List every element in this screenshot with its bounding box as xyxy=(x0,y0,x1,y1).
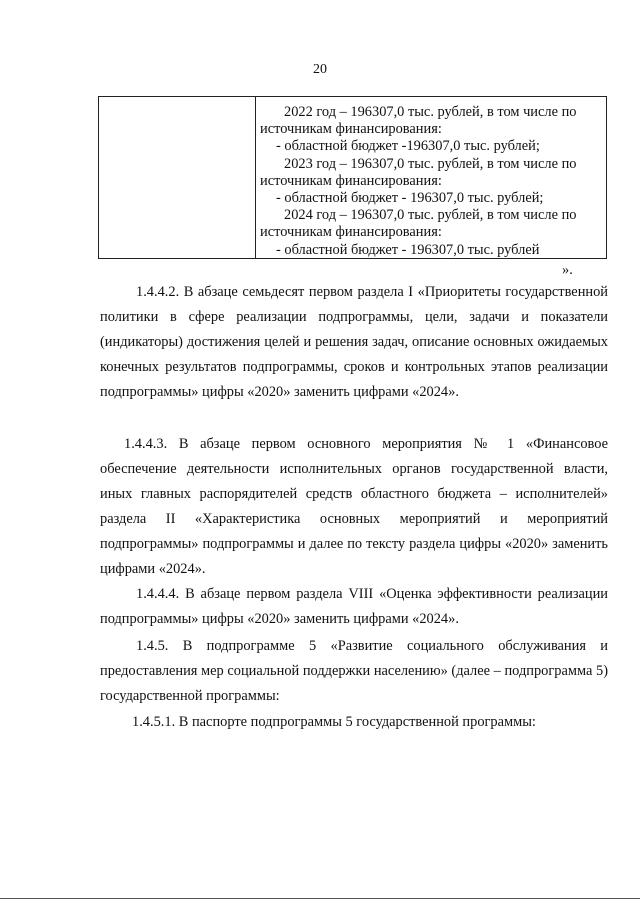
paragraph-1-4-4-3: 1.4.4.3. В абзаце первом основного мероприятия № 1 «Финансовое обеспечение деятельности исполнительных органов государственной власти, иных главных распорядителей средств областного бюджета – исполнителей» раздела II «Характеристика основных мероприятий и мероприятий подпрограммы» подпрограммы и далее по тексту раздела цифры «2020» заменить цифрами «2024». xyxy=(100,436,608,577)
financing-line: источникам финансирования: xyxy=(260,224,442,241)
paragraph-1-4-5: 1.4.5. В подпрограмме 5 «Развитие социального обслуживания и предоставления мер социальной поддержки населению» (далее – подпрограмма 5) государственной программы: xyxy=(100,638,608,704)
financing-line: источникам финансирования: xyxy=(260,121,442,138)
paragraph-1-4-5-1: 1.4.5.1. В паспорте подпрограммы 5 государственной программы: xyxy=(132,714,536,730)
financing-line: - областной бюджет - 196307,0 тыс. рублей xyxy=(276,241,540,258)
financing-line: 2022 год – 196307,0 тыс. рублей, в том числе по xyxy=(284,104,577,120)
financing-table-label-cell xyxy=(99,97,256,258)
financing-line: - областной бюджет - 196307,0 тыс. рублей; xyxy=(276,190,544,207)
bottom-divider xyxy=(0,898,640,899)
financing-line: 2024 год – 196307,0 тыс. рублей, в том числе по xyxy=(284,207,577,224)
financing-table-value-cell xyxy=(256,104,606,259)
financing-line: - областной бюджет -196307,0 тыс. рублей; xyxy=(276,138,540,155)
paragraph-1-4-4-4: 1.4.4.4. В абзаце первом раздела VIII «Оценка эффективности реализации подпрограммы» цифры «2020» заменить цифрами «2024». xyxy=(100,586,608,627)
page-number: 20 xyxy=(313,62,327,77)
financing-table xyxy=(98,96,607,259)
financing-line: 2023 год – 196307,0 тыс. рублей, в том числе по xyxy=(284,155,577,172)
financing-line: источникам финансирования: xyxy=(260,172,442,189)
paragraph-1-4-4-2: 1.4.4.2. В абзаце семьдесят первом раздела I «Приоритеты государственной политики в сфере реализации подпрограммы, цели, задачи и показатели (индикаторы) достижения целей и решения задач, описание основных ожидаемых конечных результатов подпрограммы, сроков и контрольных этапов реализации подпрограммы» цифры «2020» заменить цифрами «2024». xyxy=(100,284,608,400)
closing-quote: ». xyxy=(562,262,573,278)
